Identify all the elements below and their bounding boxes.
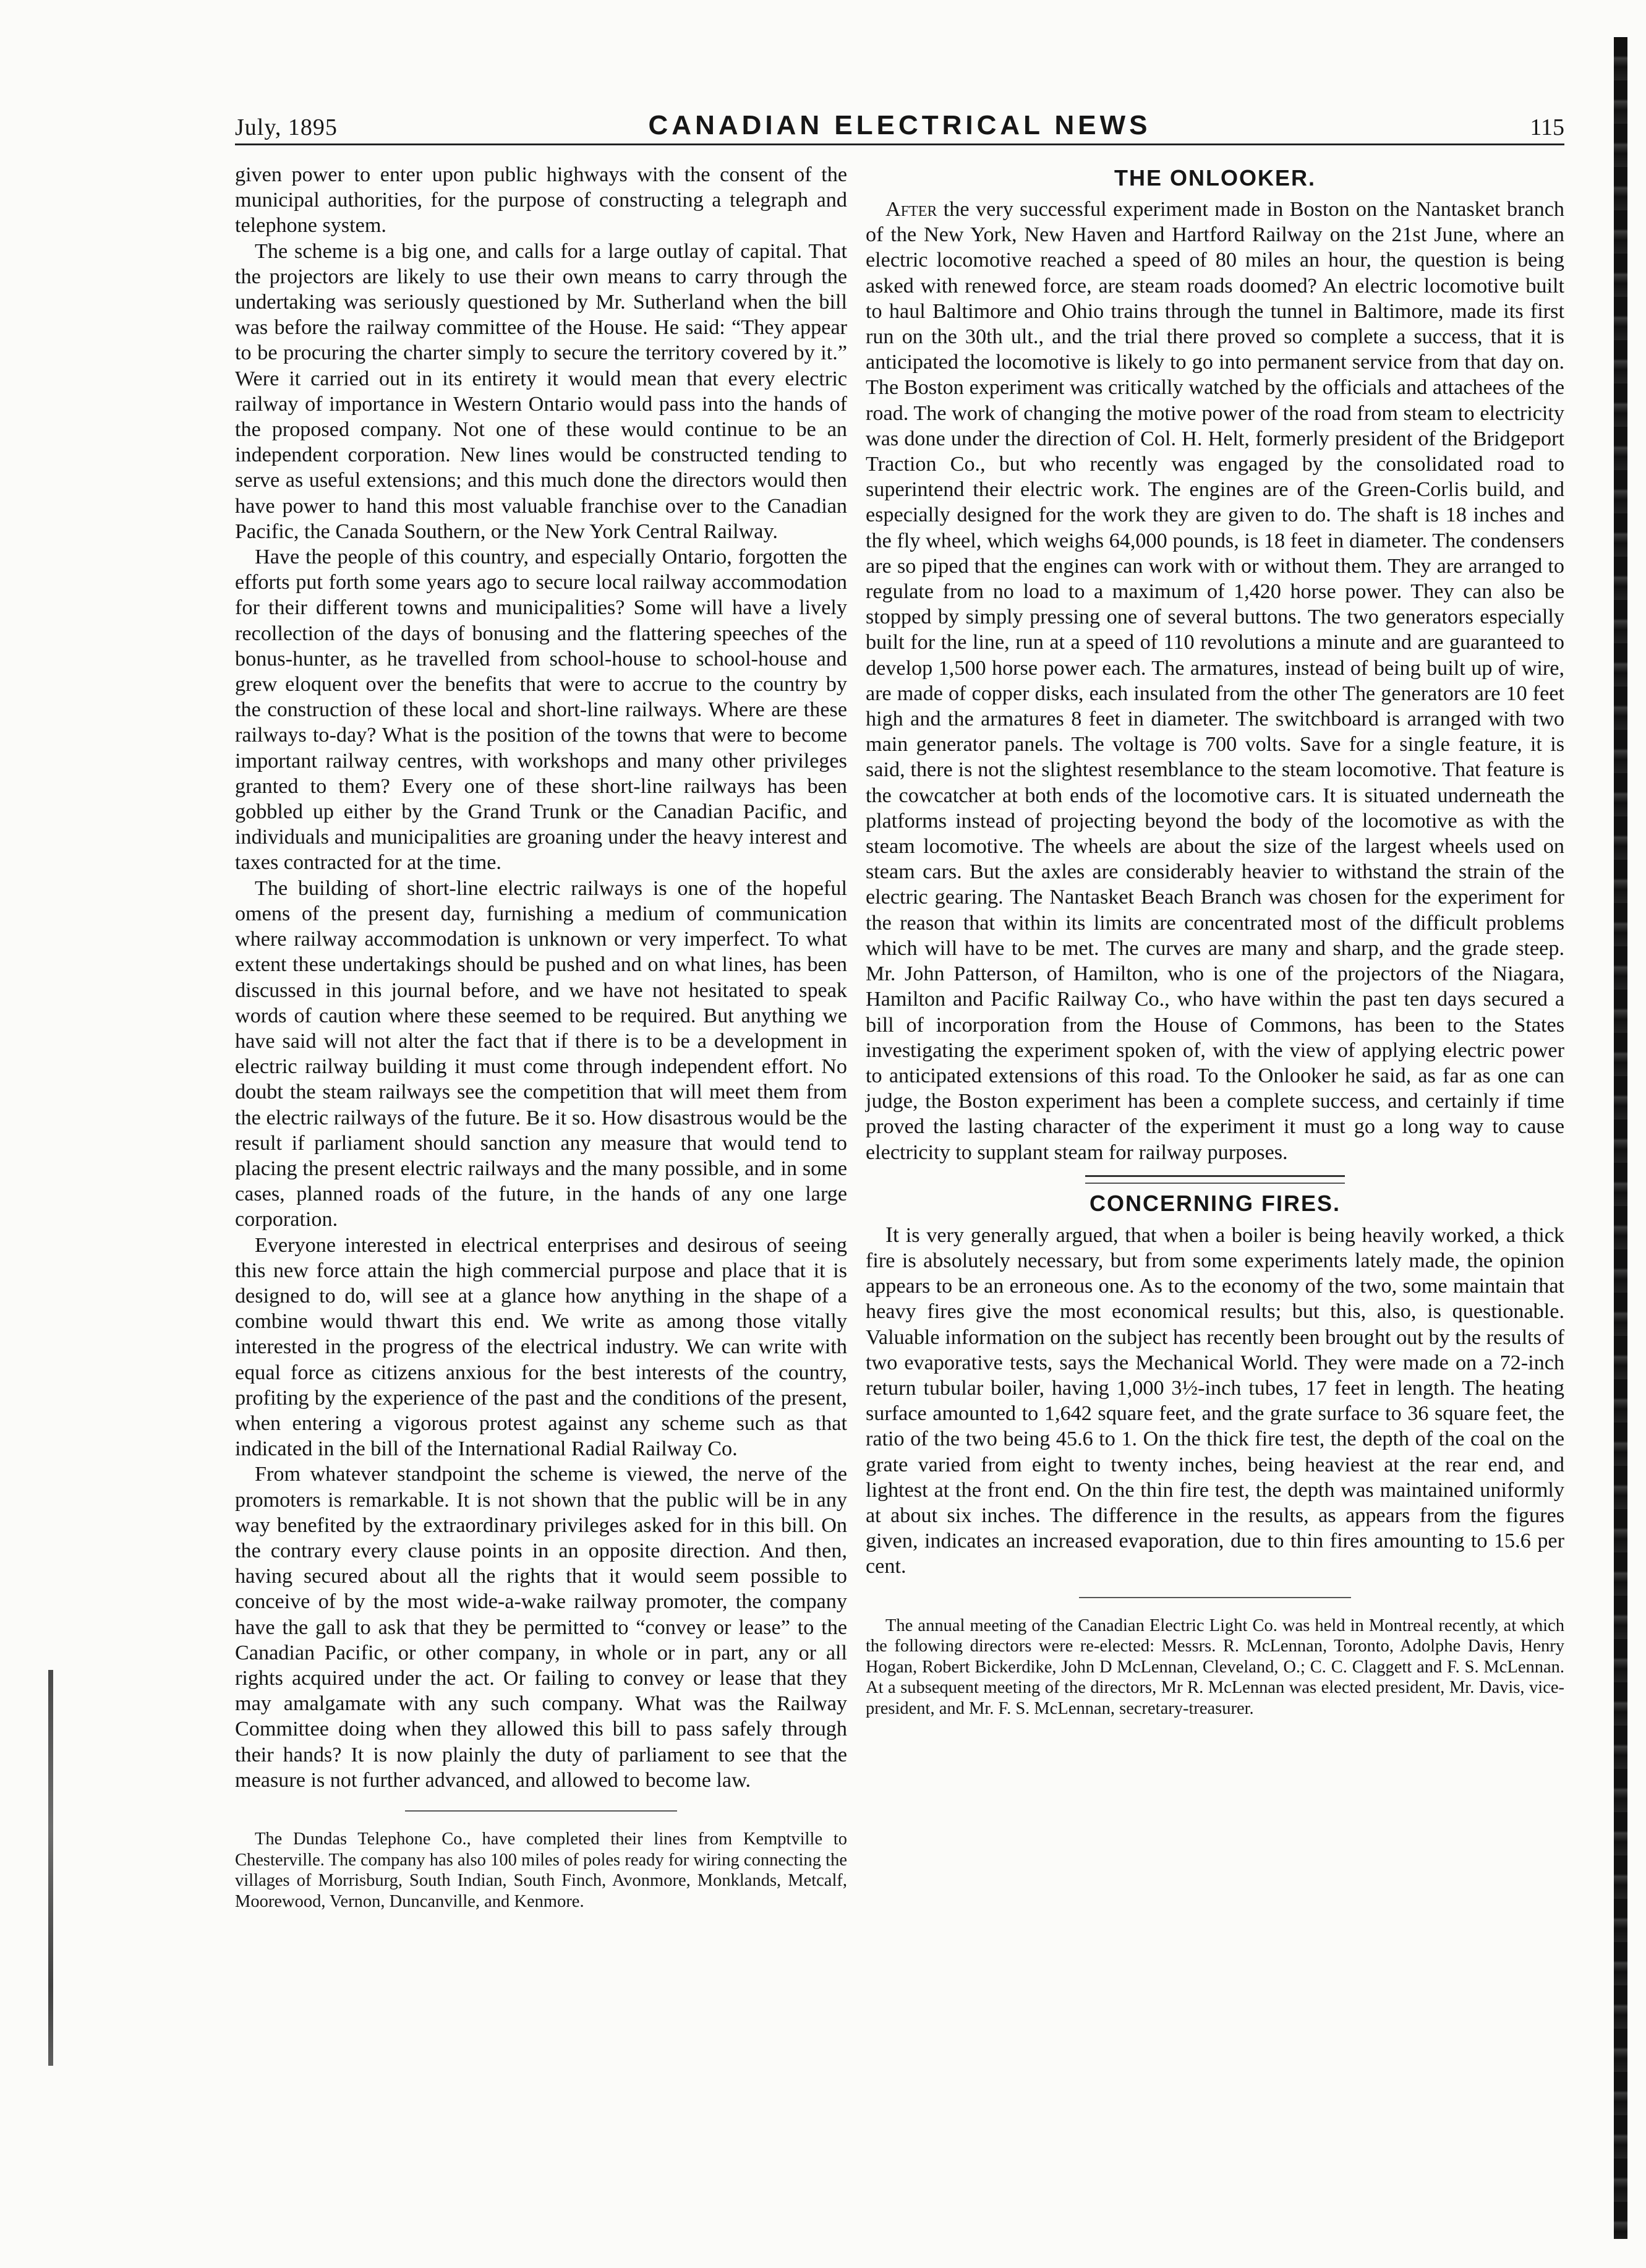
- news-note: [235, 1829, 847, 1912]
- fires-lead-word: It: [885, 1222, 899, 1247]
- section-title-onlooker: THE ONLOOKER.: [1114, 165, 1316, 190]
- section-divider: [1079, 1597, 1351, 1598]
- news-note-text: The Dundas Telephone Co., have completed their lines from Kemptville to Chesterville. The company has also 100 miles of poles ready for wiring connecting the villages of Morrisburg, South Indian, South Finch, Avonmore, Monklands, Metcalf, Moorewood, Vernon, Duncanville, and Kenmore.: [235, 1829, 847, 1911]
- news-note: [866, 1615, 1564, 1719]
- page-number: 115: [1530, 114, 1564, 140]
- section-divider: [405, 1810, 677, 1812]
- onlooker-lead-word: After: [885, 198, 937, 221]
- left-column: [235, 162, 847, 1912]
- news-note-text: The annual meeting of the Canadian Electric Light Co. was held in Montreal recently, at which the following directors were re-elected: Messrs. R. McLennan, Toronto, Adolphe Davis, Henry Hogan, Robert Bickerdike, John D McLennan, Cleveland, O.; C. C. Claggett and F. S. McLennan. At a subsequent meeting of the directors, Mr R. McLennan was elected president, Mr. Davis, vice-president, and Mr. F. S. McLennan, secretary-treasurer.: [866, 1615, 1564, 1718]
- page-header: [235, 105, 1564, 155]
- onlooker-text: the very successful experiment made in Boston on the Nantasket branch of the New York, New Haven and Hartford Railway on the 21st June, where an electric locomotive reached a speed of 80 miles an hour, the question is being asked with renewed force, are steam roads doomed? An electric locomotive built to haul Baltimore and Ohio trains through the tunnel in Baltimore, made its first run on the 30th ult., and the trial there proved so complete a success, that it is anticipated the locomotive is likely to go into permanent service from that day on. The Boston experiment was critically watched by the officials and attachees of the road. The work of changing the motive power of the road from steam to electricity was done under the direction of Col. H. Helt, formerly president of the Bridgeport Traction Co., but who recently was engaged by the consolidated road to superintend their electric work. The engines are of the Green-Corlis build, and especially designed for the work they are given to do. The shaft is 18 inches and the fly wheel, which weighs 64,000 pounds, is 18 feet in diameter. The condensers are so piped that the engines can work with or without them. They are arranged to regulate from no load to a maximum of 1,420 horse power. They can also be stopped by simply pressing one of several buttons. The two generators especially built for the line, run at a speed of 110 revolutions a minute and are guaranteed to develop 1,500 horse power each. The armatures, instead of being built up of wire, are made of copper disks, each insulated from the other The generators are 10 feet high and the armatures 8 feet in diameter. The switchboard is arranged with two main generator panels. The voltage is 700 volts. Save for a single feature, it is said, there is not the slightest resemblance to the steam locomotive. That feature is the cowcatcher at both ends of the locomotive cars. It is situated underneath the platforms instead of projecting beyond the body of the locomotive as with the steam locomotive. The wheels are about the size of the largest wheels used on steam cars. But the axles are considerably heavier to withstand the strain of the electric gearing. The Nantasket Beach Branch was chosen for the experiment for the reason that within its limits are concentrated most of the difficult problems which will have to be met. The curves are many and sharp, and the grade steep. Mr. John Patterson, of Hamilton, who is one of the projectors of the Niagara, Hamilton and Pacific Railway Co., who have within the past ten days secured a bill of incorporation from the House of Commons, has been to the States investigating the experiment spoken of, with the view of applying electric power to anticipated extensions of this road. To the Onlooker he said, as far as one can judge, the Boston experiment has been a complete success, and certainly if time proved the lasting character of the experiment it must go a long way to cause electricity to supplant steam for railway purposes.: [866, 198, 1564, 1164]
- fires-text: is very generally argued, that when a boiler is being heavily worked, a thick fire is absolutely necessary, but from some experiments lately made, the opinion appears to be an erroneous one. As to the economy of the two, some maintain that heavy fires give the most economical results; but this, also, is questionable. Valuable information on the subject has recently been brought out by the results of two evaporative tests, says the Mechanical World. They were made on a 72-inch return tubular boiler, having 1,000 3½-inch tubes, 17 feet in length. The heating surface amounted to 1,642 square feet, and the grate surface to 36 square feet, the ratio of the two being 45.6 to 1. On the thick fire test, the depth of the coal on the grate varied from eight to twenty inches, being heaviest at the rear end, and lightest at the front end. On the thin fire test, the depth was maintained uniformly at about six inches. The difference in the results, as appears from the figures given, indicates an increased evaporation, due to thin fires amounting to 15.6 per cent.: [866, 1223, 1564, 1578]
- section-title-fires: CONCERNING FIRES.: [1089, 1190, 1341, 1216]
- article-paragraph: From whatever standpoint the scheme is viewed, the nerve of the promoters is remarkable. It is not shown that the public will be in any way benefited by the extraordinary privileges asked for in this bill. On the contrary every clause points in an opposite direction. And then, having secured about all the rights that it would seem possible to conceive of by the most wide-a-wake railway promoter, the company have the gall to ask that they be permitted to “convey or lease” to the Canadian Pacific, or other company, in whole or in part, any or all rights acquired under the act. Or failing to convey or lease that they may amalgamate with any such company. What was the Railway Committee doing when they allowed this bill to pass safely through their hands? It is now plainly the duty of parliament to see that the measure is not further advanced, and allowed to become law.: [235, 1463, 847, 1792]
- article-paragraph: given power to enter upon public highways with the consent of the municipal authorities, for the purpose of constructing a telegraph and telephone system.: [235, 163, 847, 237]
- header-rule: [235, 143, 1564, 145]
- article-paragraph: Have the people of this country, and especially Ontario, forgotten the efforts put forth some years ago to secure local railway accommodation for their different towns and municipalities? Some will have a lively recollection of the days of bonusing and the flattering speeches of the bonus-hunter, as he travelled from school-house to school-house and grew eloquent over the benefits that were to accrue to the country by the construction of these local and short-line railways. Where are these railways to-day? What is the position of the towns that were to become important railway centres, with workshops and many other privileges granted to them? Every one of these short-line railways has been gobbled up either by the Grand Trunk or the Canadian Pacific, and individuals and municipalities are groaning under the heavy interest and taxes contracted for at the time.: [235, 546, 847, 875]
- article-paragraph: The scheme is a big one, and calls for a large outlay of capital. That the projectors are likely to use their own means to carry through the undertaking was seriously questioned by Mr. Sutherland when the bill was before the railway committee of the House. He said: “They appear to be procuring the charter simply to secure the territory covered by it.” Were it carried out in its entirety it would mean that every electric railway of importance in Western Ontario would pass into the hands of the proposed company. Not one of these would continue to be an independent corporation. New lines would be constructed tending to serve as useful extensions; and this much done the directors would then have power to hand this most valuable franchise over to the Canadian Pacific, the Canada Southern, or the New York Central Railway.: [235, 239, 847, 543]
- article-paragraph: Everyone interested in electrical enterprises and desirous of seeing this new force attain the high commercial purpose and place that it is designed to do, will see at a glance how anything in the shape of a combine would thwart this end. We write as among those vitally interested in the progress of the electrical industry. We can write with equal force as citizens anxious for the best interests of the country, profiting by the experience of the past and the conditions of the present, when entering a vigorous protest against any scheme such as that indicated in the bill of the International Radial Railway Co.: [235, 1233, 847, 1461]
- issue-date: July, 1895: [235, 114, 338, 140]
- fires-paragraph: [866, 1222, 1564, 1580]
- onlooker-paragraph: [866, 197, 1564, 1165]
- scan-edge-right: [1614, 37, 1627, 2239]
- publication-title: CANADIAN ELECTRICAL NEWS: [648, 110, 1151, 140]
- section-divider: [1085, 1175, 1345, 1184]
- article-paragraph: The building of short-line electric railways is one of the hopeful omens of the present day, furnishing a medium of communication where railway accommodation is unknown or very imperfect. To what extent these undertakings should be pushed and on what lines, has been discussed in this journal before, and we have not hesitated to speak words of caution where these seemed to be required. But anything we have said will not alter the fact that if there is to be a development in electric railway building it must come through independent effort. No doubt the steam railways see the competition that will meet them from the electric railways of the future. Be it so. How disastrous would be the result if parliament should sanction any measure that would tend to placing the present electric railways and the many possible, and in some cases, planned roads of the future, in the hands of any one large corporation.: [235, 876, 847, 1231]
- scan-edge-left: [48, 1670, 53, 2066]
- right-column: [866, 162, 1564, 1719]
